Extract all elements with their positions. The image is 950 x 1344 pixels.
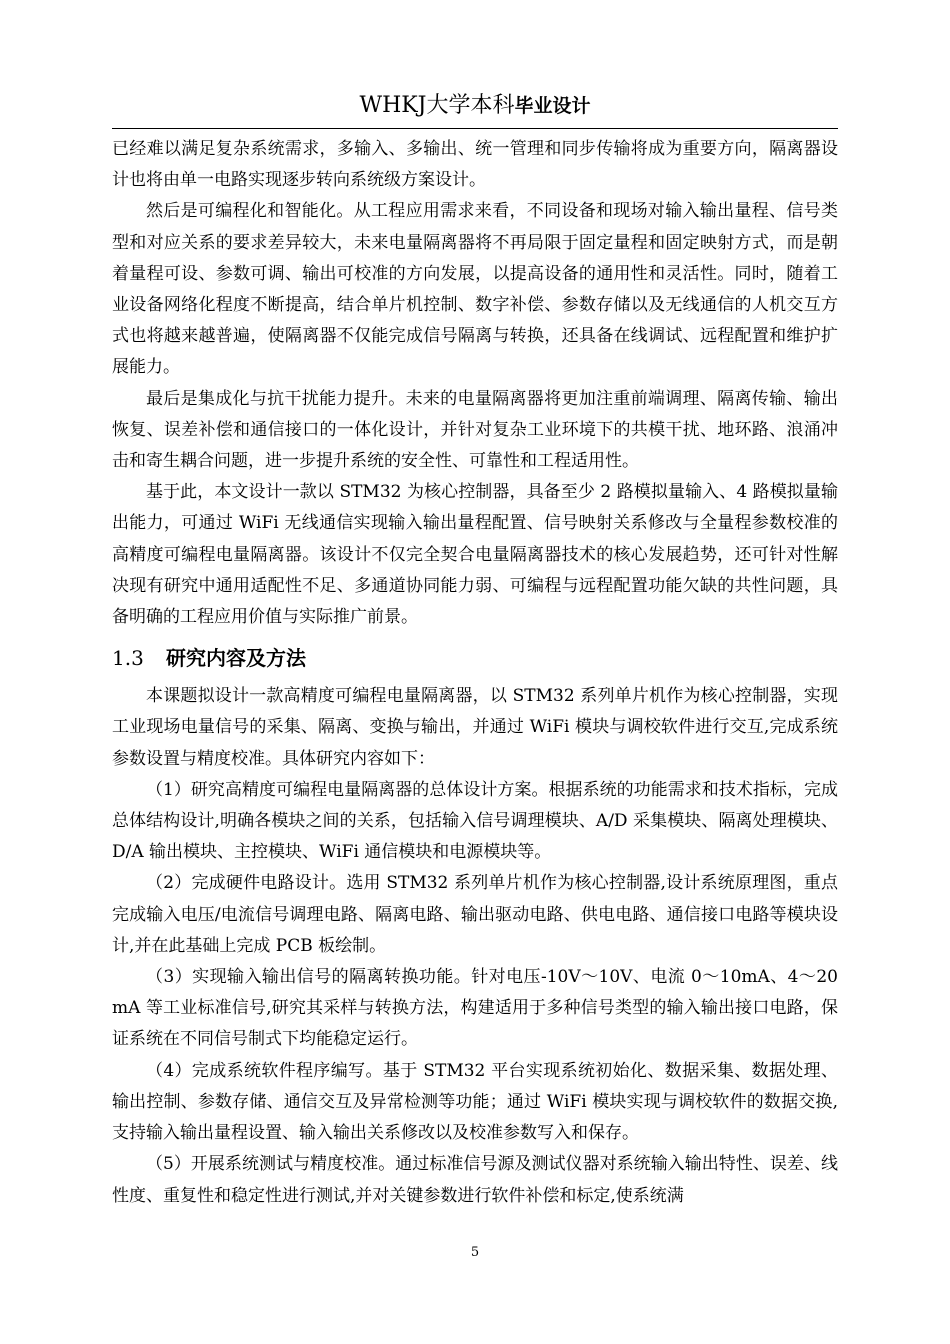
paragraph-continued: 已经难以满足复杂系统需求，多输入、多输出、统一管理和同步传输将成为重要方向，隔离器设计也将由单一电路实现逐步转向系统级方案设计。 (112, 139, 838, 191)
paragraph-programmable-trend: 然后是可编程化和智能化。从工程应用需求来看，不同设备和现场对输入输出量程、信号类型和对应关系的要求差异较大，未来电量隔离器将不再局限于固定量程和固定映射方式，而是朝着量程可设、参数可调、输出可校准的方向发展，以提高设备的通用性和灵活性。同时，随着工业设备网络化程度不断提高，结合单片机控制、数字补偿、参数存储以及无线通信的人机交互方式也将越来越普遍，使隔离器不仅能完成信号隔离与转换，还具备在线调试、远程配置和维护扩展能力。 (112, 201, 838, 378)
paragraph-item-2: （2）完成硬件电路设计。选用 STM32 系列单片机作为核心控制器,设计系统原理图，重点完成输入电压/电流信号调理电路、隔离电路、输出驱动电路、供电电路、通信接口电路等模块设计,并在此基础上完成 PCB 板绘制。 (112, 873, 838, 956)
page-header (112, 88, 838, 128)
header-title-main: WHKJ大学本科 (359, 93, 515, 118)
paragraph-item-3: （3）实现输入输出信号的隔离转换功能。针对电压-10V～10V、电流 0～10mA、4～20mA 等工业标准信号,研究其采样与转换方法，构建适用于多种信号类型的输入输出接口电路，保证系统在不同信号制式下均能稳定运行。 (112, 967, 838, 1050)
paragraph-design-summary: 基于此，本文设计一款以 STM32 为核心控制器，具备至少 2 路模拟量输入、4 路模拟量输出能力，可通过 WiFi 无线通信实现输入输出量程配置、信号映射关系修改与全量程参数校准的高精度可编程电量隔离器。该设计不仅完全契合电量隔离器技术的核心发展趋势，还可针对性解决现有研究中通用适配性不足、多通道协同能力弱、可编程与远程配置功能欠缺的共性问题，具备明确的工程应用价值与实际推广前景。 (112, 482, 838, 628)
paragraph-integration-trend: 最后是集成化与抗干扰能力提升。未来的电量隔离器将更加注重前端调理、隔离传输、输出恢复、误差补偿和通信接口的一体化设计，并针对复杂工业环境下的共模干扰、地环路、浪涌冲击和寄生耦合问题，进一步提升系统的安全性、可靠性和工程适用性。 (112, 388, 838, 472)
header-divider (112, 128, 838, 129)
paragraph-research-intro: 本课题拟设计一款高精度可编程电量隔离器，以 STM32 系列单片机作为核心控制器，实现工业现场电量信号的采集、隔离、变换与输出，并通过 WiFi 模块与调校软件进行交互,完成系统参数设置与精度校准。具体研究内容如下： (112, 686, 838, 769)
section-title: 研究内容及方法 (166, 646, 306, 671)
paragraph-item-4: （4）完成系统软件程序编写。基于 STM32 平台实现系统初始化、数据采集、数据处理、输出控制、参数存储、通信交互及异常检测等功能；通过 WiFi 模块实现与调校软件的数据交换,支持输入输出量程设置、输入输出关系修改以及校准参数写入和保存。 (112, 1060, 838, 1144)
section-heading (112, 641, 838, 675)
header-title-suffix: 毕业设计 (514, 95, 591, 117)
page-number: 5 (470, 1245, 480, 1260)
paragraph-item-1: （1）研究高精度可编程电量隔离器的总体设计方案。根据系统的功能需求和技术指标，完成总体结构设计,明确各模块之间的关系，包括输入信号调理模块、A/D 采集模块、隔离处理模块、D/A 输出模块、主控模块、WiFi 通信模块和电源模块等。 (112, 779, 838, 863)
paragraph-item-5: （5）开展系统测试与精度校准。通过标准信号源及测试仪器对系统输入输出特性、误差、线性度、重复性和稳定性进行测试,并对关键参数进行软件补偿和标定,使系统满 (112, 1154, 838, 1206)
section-number: 1.3 (112, 646, 144, 671)
document-body (112, 134, 838, 1212)
